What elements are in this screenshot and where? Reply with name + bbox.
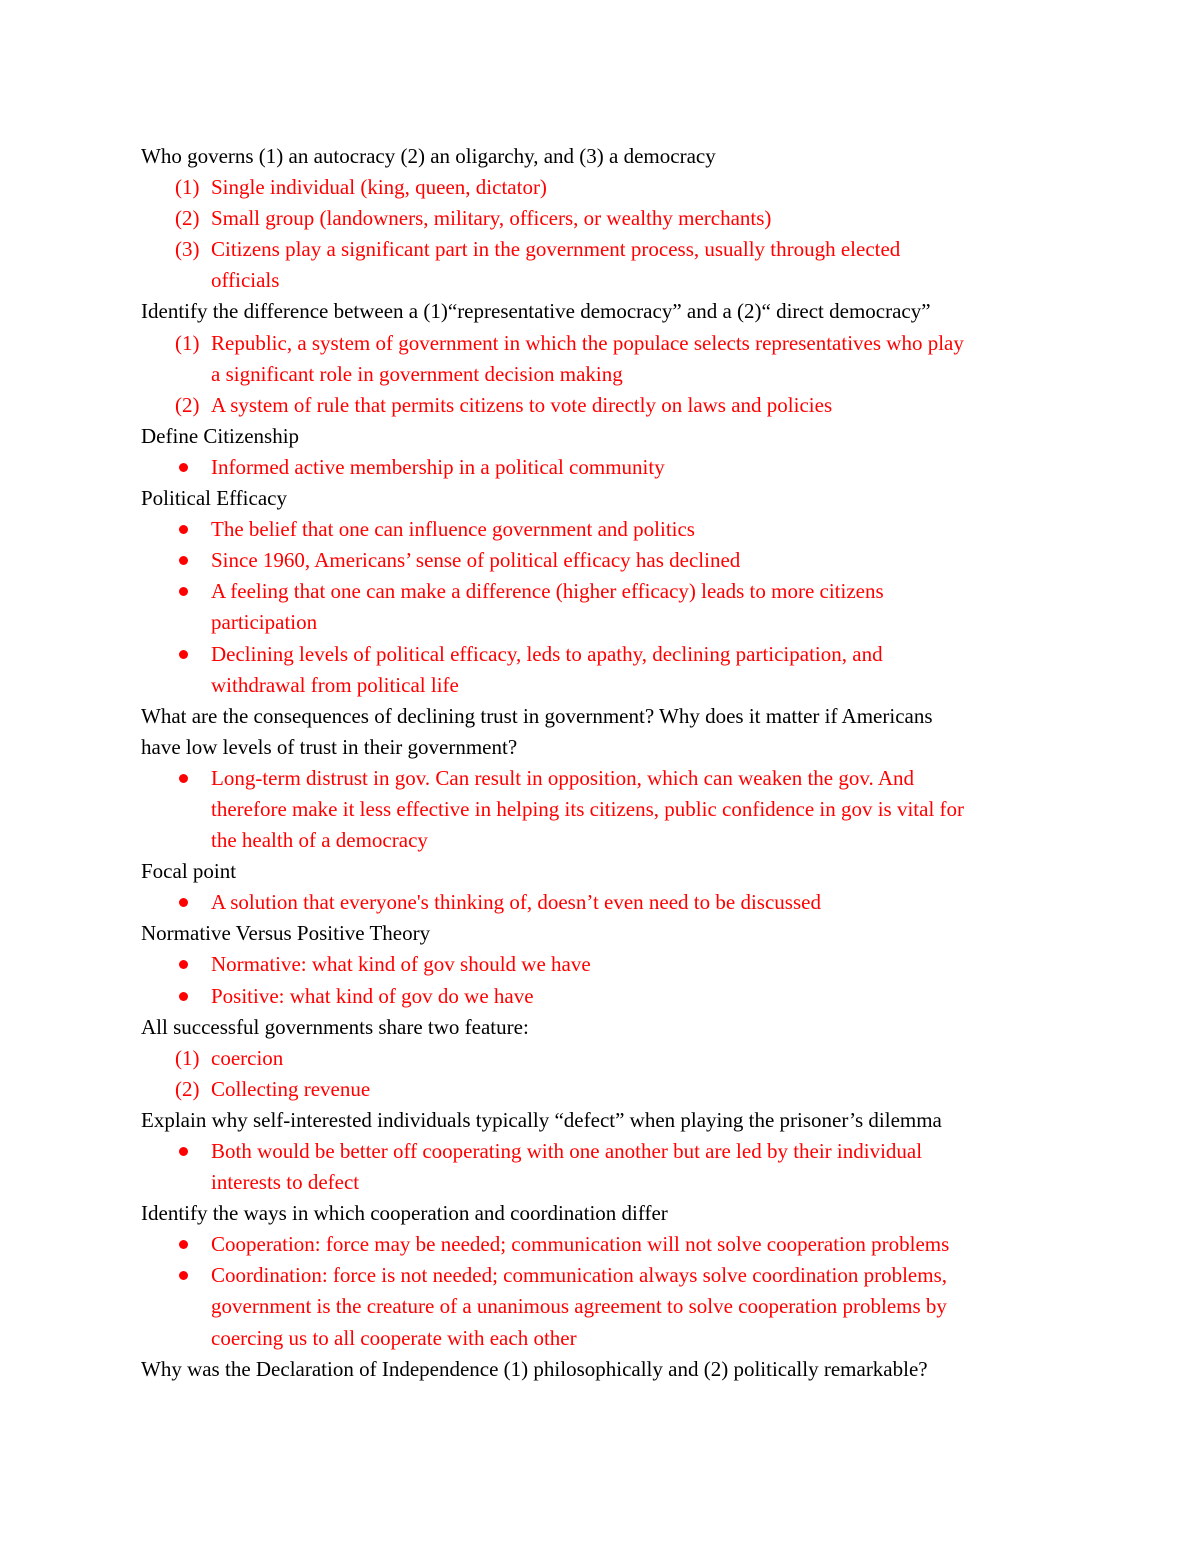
answer-text: Coordination: force is not needed; communication always solve coordination problems, xyxy=(211,1263,947,1288)
qa-section xyxy=(141,1012,1071,1105)
bullet-icon xyxy=(179,992,188,1001)
question-line: Who governs (1) an autocracy (2) an oligarchy, and (3) a democracy xyxy=(141,144,716,168)
list-number: (2) xyxy=(175,392,200,417)
list-number: (2) xyxy=(175,206,200,231)
bullet-icon xyxy=(179,556,188,565)
question-line: What are the consequences of declining trust in government? Why does it matter if Americans xyxy=(141,703,933,728)
question-line: Identify the difference between a (1)“representative democracy” and a (2)“ direct democracy” xyxy=(141,299,931,324)
answer-text: A feeling that one can make a difference (higher efficacy) leads to more citizens xyxy=(211,579,884,604)
answer-text: Long-term distrust in gov. Can result in opposition, which can weaken the gov. And xyxy=(211,765,914,790)
answer-item xyxy=(141,1260,1071,1353)
answer-text: Since 1960, Americans’ sense of political efficacy has declined xyxy=(211,548,741,573)
answer-text: Declining levels of political efficacy, leds to apathy, declining participation, and xyxy=(211,641,883,666)
bullet-icon xyxy=(179,525,188,534)
answer-text: Collecting revenue xyxy=(211,1076,371,1101)
answer-item xyxy=(141,452,1071,483)
answer-item xyxy=(141,1074,1071,1105)
list-number: (1) xyxy=(175,175,200,200)
question-line: Identify the ways in which cooperation and coordination differ xyxy=(141,1201,668,1226)
answer-text: A system of rule that permits citizens to vote directly on laws and policies xyxy=(211,392,833,417)
answer-item xyxy=(141,949,1071,980)
answer-item xyxy=(141,390,1071,421)
question-line: Explain why self-interested individuals typically “defect” when playing the prisoner’s dilemma xyxy=(141,1107,942,1132)
answer-text: Citizens play a significant part in the government process, usually through elected xyxy=(211,237,901,262)
answer-text: A solution that everyone's thinking of, doesn’t even need to be discussed xyxy=(211,890,821,915)
answer-item xyxy=(141,639,1071,701)
answer-text: participation xyxy=(211,610,318,635)
question-line: Normative Versus Positive Theory xyxy=(141,921,431,946)
answer-text: withdrawal from political life xyxy=(211,672,459,697)
answer-text: Republic, a system of government in which the populace selects representatives who play xyxy=(211,330,964,355)
bullet-icon xyxy=(179,1271,188,1280)
qa-section xyxy=(141,421,1071,483)
document-page xyxy=(141,141,1071,1385)
answer-text: Normative: what kind of gov should we have xyxy=(211,952,591,977)
answer-item xyxy=(141,1136,1071,1198)
qa-section xyxy=(141,856,1071,918)
answer-item xyxy=(141,1229,1071,1260)
qa-section xyxy=(141,483,1071,701)
answer-text: Cooperation: force may be needed; communication will not solve cooperation problems xyxy=(211,1232,950,1257)
answer-item xyxy=(141,328,1071,390)
answer-item xyxy=(141,887,1071,918)
list-number: (1) xyxy=(175,330,200,355)
question-line: Focal point xyxy=(141,859,237,884)
qa-section xyxy=(141,918,1071,1011)
answer-text: the health of a democracy xyxy=(211,828,428,853)
question-line: Why was the Declaration of Independence (1) philosophically and (2) politically remarkable? xyxy=(141,1356,928,1381)
answer-item xyxy=(141,514,1071,545)
answer-item xyxy=(141,545,1071,576)
list-number: (1) xyxy=(175,1045,200,1070)
answer-text: officials xyxy=(211,268,280,293)
answer-text: Single individual (king, queen, dictator) xyxy=(211,175,547,200)
bullet-icon xyxy=(179,587,188,596)
answer-item xyxy=(141,203,1071,234)
qa-section xyxy=(141,1105,1071,1198)
bullet-icon xyxy=(179,1240,188,1249)
bullet-icon xyxy=(179,774,188,783)
answer-text: Informed active membership in a political community xyxy=(211,454,665,479)
answer-item xyxy=(141,981,1071,1012)
qa-section xyxy=(141,141,1071,296)
answer-text: interests to defect xyxy=(211,1170,360,1195)
answer-text: Both would be better off cooperating with one another but are led by their individual xyxy=(211,1139,923,1163)
bullet-icon xyxy=(179,960,188,969)
list-number: (3) xyxy=(175,237,200,262)
answer-item xyxy=(141,576,1071,638)
answer-text: Small group (landowners, military, officers, or wealthy merchants) xyxy=(211,206,772,231)
answer-text: coercion xyxy=(211,1045,284,1070)
answer-text: coercing us to all cooperate with each other xyxy=(211,1325,577,1350)
answer-text: government is the creature of a unanimous agreement to solve cooperation problems by xyxy=(211,1294,947,1319)
question-line: have low levels of trust in their government? xyxy=(141,734,518,759)
answer-text: therefore make it less effective in helping its citizens, public confidence in gov is vital for xyxy=(211,796,965,821)
bullet-icon xyxy=(179,1147,188,1156)
bullet-icon xyxy=(179,650,188,659)
question-line: Define Citizenship xyxy=(141,423,300,448)
answer-text: The belief that one can influence government and politics xyxy=(211,517,695,542)
answer-text: a significant role in government decision making xyxy=(211,361,623,386)
answer-item xyxy=(141,763,1071,856)
bullet-icon xyxy=(179,898,188,907)
qa-section xyxy=(141,1198,1071,1353)
question-line: Political Efficacy xyxy=(141,486,287,511)
qa-section xyxy=(141,701,1071,856)
question-line: All successful governments share two feature: xyxy=(141,1014,529,1039)
qa-section xyxy=(141,296,1071,420)
qa-section xyxy=(141,1354,1071,1385)
list-number: (2) xyxy=(175,1076,200,1101)
answer-item xyxy=(141,1043,1071,1074)
answer-text: Positive: what kind of gov do we have xyxy=(211,983,534,1008)
bullet-icon xyxy=(179,463,188,472)
answer-item xyxy=(141,234,1071,296)
answer-item xyxy=(141,172,1071,203)
